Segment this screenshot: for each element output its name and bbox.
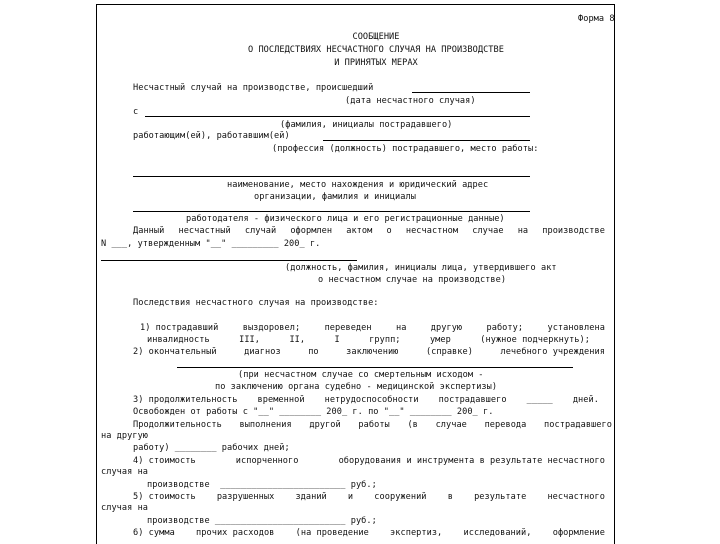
approver-hint: (должность, фамилия, инициалы лица, утвердившего акт	[285, 263, 557, 273]
accident-date-field[interactable]	[412, 92, 530, 93]
victim-position-field[interactable]	[323, 140, 530, 141]
document-title-line-2: О ПОСЛЕДСТВИЯХ НЕСЧАСТНОГО СЛУЧАЯ НА ПРОИЗВОДСТВЕ	[248, 45, 504, 55]
item-5-line: 5) стоимость разрушенных зданий и сооружений в результате несчастного	[133, 492, 605, 502]
item-4-line: 4) стоимость испорченного оборудования и инструмента в результате несчастного	[133, 456, 605, 466]
diagnosis-field[interactable]	[177, 367, 573, 368]
accident-date-hint: (дата несчастного случая)	[345, 96, 476, 106]
accident-date-label: Несчастный случай на производстве, происшедший	[133, 83, 374, 93]
approver-field[interactable]	[101, 260, 357, 261]
other-work-line-2: на другую	[101, 431, 149, 441]
item-3-line: 3) продолжительность временной нетрудоспособности пострадавшего _____ дней.	[133, 395, 599, 405]
approver-hint-2: о несчастном случае на производстве)	[318, 275, 507, 285]
form-number: Форма 8	[578, 14, 615, 24]
employer-hint: работодателя - физического лица и его регистрационные данные)	[186, 214, 505, 224]
victim-name-prefix: с	[133, 107, 139, 117]
employer-field[interactable]	[133, 211, 530, 212]
document-title: СООБЩЕНИЕ	[352, 32, 400, 42]
organization-hint-2: организации, фамилия и инициалы	[254, 192, 416, 202]
item-6-line: 6) сумма прочих расходов (на проведение экспертиз, исследований, оформление	[133, 528, 605, 538]
buildings-cost-line: производстве _________________________ руб.;	[147, 516, 377, 526]
victim-name-hint: (фамилия, инициалы пострадавшего)	[280, 120, 453, 130]
item-4-line-2: случая на	[101, 467, 149, 477]
victim-name-field[interactable]	[145, 116, 530, 117]
act-reference-line: Данный несчастный случай оформлен актом о несчастном случае на производстве	[133, 226, 605, 236]
diagnosis-hint-2: по заключению органа судебно - медицинской экспертизы)	[215, 382, 498, 392]
diagnosis-hint: (при несчастном случае со смертельным исходом -	[238, 370, 484, 380]
act-number-line: N ___, утвержденным "__" _________ 200_ г.	[101, 239, 321, 249]
consequences-heading: Последствия несчастного случая на производстве:	[133, 298, 379, 308]
other-work-days-line: работу) ________ рабочих дней;	[133, 443, 290, 453]
document-title-line-3: И ПРИНЯТЫХ МЕРАХ	[334, 58, 418, 68]
item-1-line-2: инвалидность III, II, I групп; умер (нужное подчеркнуть);	[147, 335, 590, 345]
item-1-line: 1) пострадавший выздоровел; переведен на другую работу; установлена	[140, 323, 605, 333]
organization-field[interactable]	[133, 176, 530, 177]
item-5-line-2: случая на	[101, 503, 149, 513]
victim-position-label: работающим(ей), работавшим(ей)	[133, 131, 290, 141]
organization-hint: наименование, место нахождения и юридический адрес	[227, 180, 489, 190]
victim-position-hint: (профессия (должность) пострадавшего, место работы:	[272, 144, 539, 154]
equipment-cost-line: производстве ________________________ руб.;	[147, 480, 377, 490]
item-2-line: 2) окончательный диагноз по заключению (справке) лечебного учреждения	[133, 347, 605, 357]
release-dates-line: Освобожден от работы с "__" ________ 200_ г. по "__" ________ 200_ г.	[133, 407, 494, 417]
other-work-line: Продолжительность выполнения другой работы (в случае перевода пострадавшего	[133, 420, 612, 430]
